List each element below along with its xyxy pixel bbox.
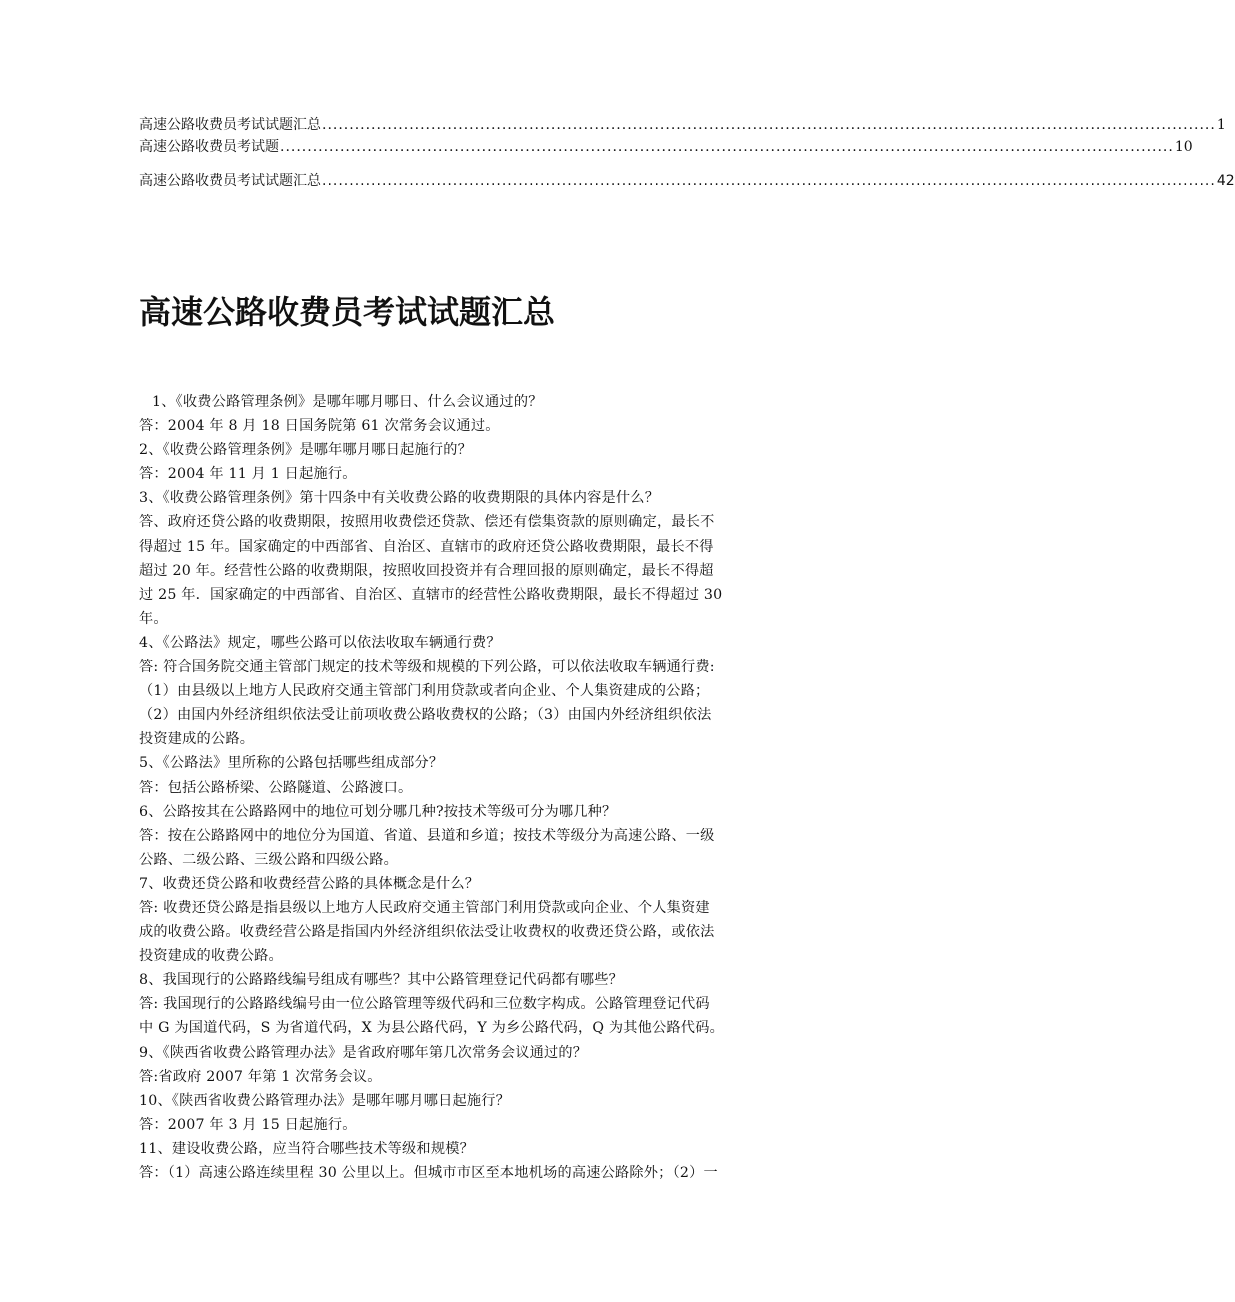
answer-line: （2）由国内外经济组织依法受让前项收费公路收费权的公路；（3）由国内外经济组织依法: [139, 707, 712, 724]
answer-line: 超过 20 年。经营性公路的收费期限，按照收回投资并有合理回报的原则确定，最长不得超: [139, 562, 714, 579]
answer-line: 得超过 15 年。国家确定的中西部省、自治区、直辖市的政府还贷公路收费期限，最长不得: [139, 538, 714, 555]
answer-line: 公路、二级公路、三级公路和四级公路。: [139, 851, 398, 868]
answer-line: 投资建成的公路。: [139, 731, 255, 748]
question-line: 4、《公路法》规定，哪些公路可以依法收取车辆通行费？: [139, 634, 501, 651]
answer-line: 年。: [139, 610, 168, 627]
answer-line: 答:省政府 2007 年第 1 次常务会议。: [139, 1068, 382, 1085]
answer-line: 答：按在公路路网中的地位分为国道、省道、县道和乡道；按技术等级分为高速公路、一级: [139, 827, 715, 844]
toc-entry-page: 1: [1216, 117, 1226, 133]
toc-entry-title: 高速公路收费员考试试题汇总: [139, 117, 321, 133]
answer-line: 答：（1）高速公路连续里程 30 公里以上。但城市市区至本地机场的高速公路除外；（2）一: [139, 1165, 718, 1181]
toc-entry[interactable]: [139, 136, 1193, 158]
question-line: 5、《公路法》里所称的公路包括哪些组成部分？: [139, 755, 444, 772]
answer-line: 答: 我国现行的公路路线编号由一位公路管理等级代码和三位数字构成。公路管理登记代码: [139, 996, 710, 1013]
answer-line: 答：2004 年 8 月 18 日国务院第 61 次常务会议通过。: [139, 418, 500, 435]
question-line: 6、公路按其在公路路网中的地位可划分哪几种?按技术等级可分为哪几种？: [139, 803, 617, 820]
document-body: [139, 390, 784, 1185]
toc-leader-dots: ....................................................................................................................................................................: [322, 117, 1216, 133]
answer-line: （1）由县级以上地方人民政府交通主管部门利用贷款或者向企业、个人集资建成的公路；: [139, 683, 710, 700]
toc-entry-page: 10: [1174, 139, 1193, 155]
page-title: 高速公路收费员考试试题汇总: [139, 293, 556, 331]
answer-line: 答、政府还贷公路的收费期限，按照用收费偿还贷款、偿还有偿集资款的原则确定，最长不: [139, 514, 715, 531]
question-line: 1、《收费公路管理条例》是哪年哪月哪日、什么会议通过的？: [152, 394, 543, 410]
answer-line: 投资建成的收费公路。: [139, 948, 283, 965]
answer-line: 答: 收费还贷公路是指县级以上地方人民政府交通主管部门利用贷款或向企业、个人集资建: [139, 899, 710, 916]
question-line: 8、我国现行的公路路线编号组成有哪些？其中公路管理登记代码都有哪些？: [139, 972, 624, 989]
answer-line: 过 25 年．国家确定的中西部省、自治区、直辖市的经营性公路收费期限，最长不得超过 30: [139, 586, 723, 603]
question-line: 7、收费还贷公路和收费经营公路的具体概念是什么？: [139, 875, 480, 892]
answer-line: 答：2007 年 3 月 15 日起施行。: [139, 1116, 357, 1133]
question-line: 10、《陕西省收费公路管理办法》是哪年哪月哪日起施行？: [139, 1092, 511, 1109]
answer-line: 成的收费公路。收费经营公路是指国内外经济组织依法受让收费权的收费还贷公路，或依法: [139, 924, 715, 941]
answer-line: 中 G 为国道代码，S 为省道代码，X 为县公路代码，Y 为乡公路代码，Q 为其他公路代码。: [139, 1020, 724, 1037]
toc-leader-dots: ....................................................................................................................................................................: [280, 139, 1174, 155]
question-line: 3、《收费公路管理条例》第十四条中有关收费公路的收费期限的具体内容是什么？: [139, 490, 660, 507]
answer-line: 答：2004 年 11 月 1 日起施行。: [139, 466, 357, 483]
answer-line: 答：包括公路桥梁、公路隧道、公路渡口。: [139, 779, 413, 796]
answer-line: 答: 符合国务院交通主管部门规定的技术等级和规模的下列公路，可以依法收取车辆通行费:: [139, 659, 715, 676]
toc-entry[interactable]: [139, 114, 1226, 136]
toc-entry-title: 高速公路收费员考试题: [139, 139, 279, 155]
toc-entry[interactable]: [139, 170, 1235, 192]
table-of-contents: [139, 114, 1235, 192]
toc-entry-page: 42: [1216, 173, 1235, 189]
question-line: 11、建设收费公路，应当符合哪些技术等级和规模？: [139, 1140, 474, 1157]
toc-leader-dots: ....................................................................................................................................................................: [322, 173, 1216, 189]
question-line: 2、《收费公路管理条例》是哪年哪月哪日起施行的？: [139, 442, 473, 459]
question-line: 9、《陕西省收费公路管理办法》是省政府哪年第几次常务会议通过的？: [139, 1044, 588, 1061]
toc-entry-title: 高速公路收费员考试试题汇总: [139, 173, 321, 189]
